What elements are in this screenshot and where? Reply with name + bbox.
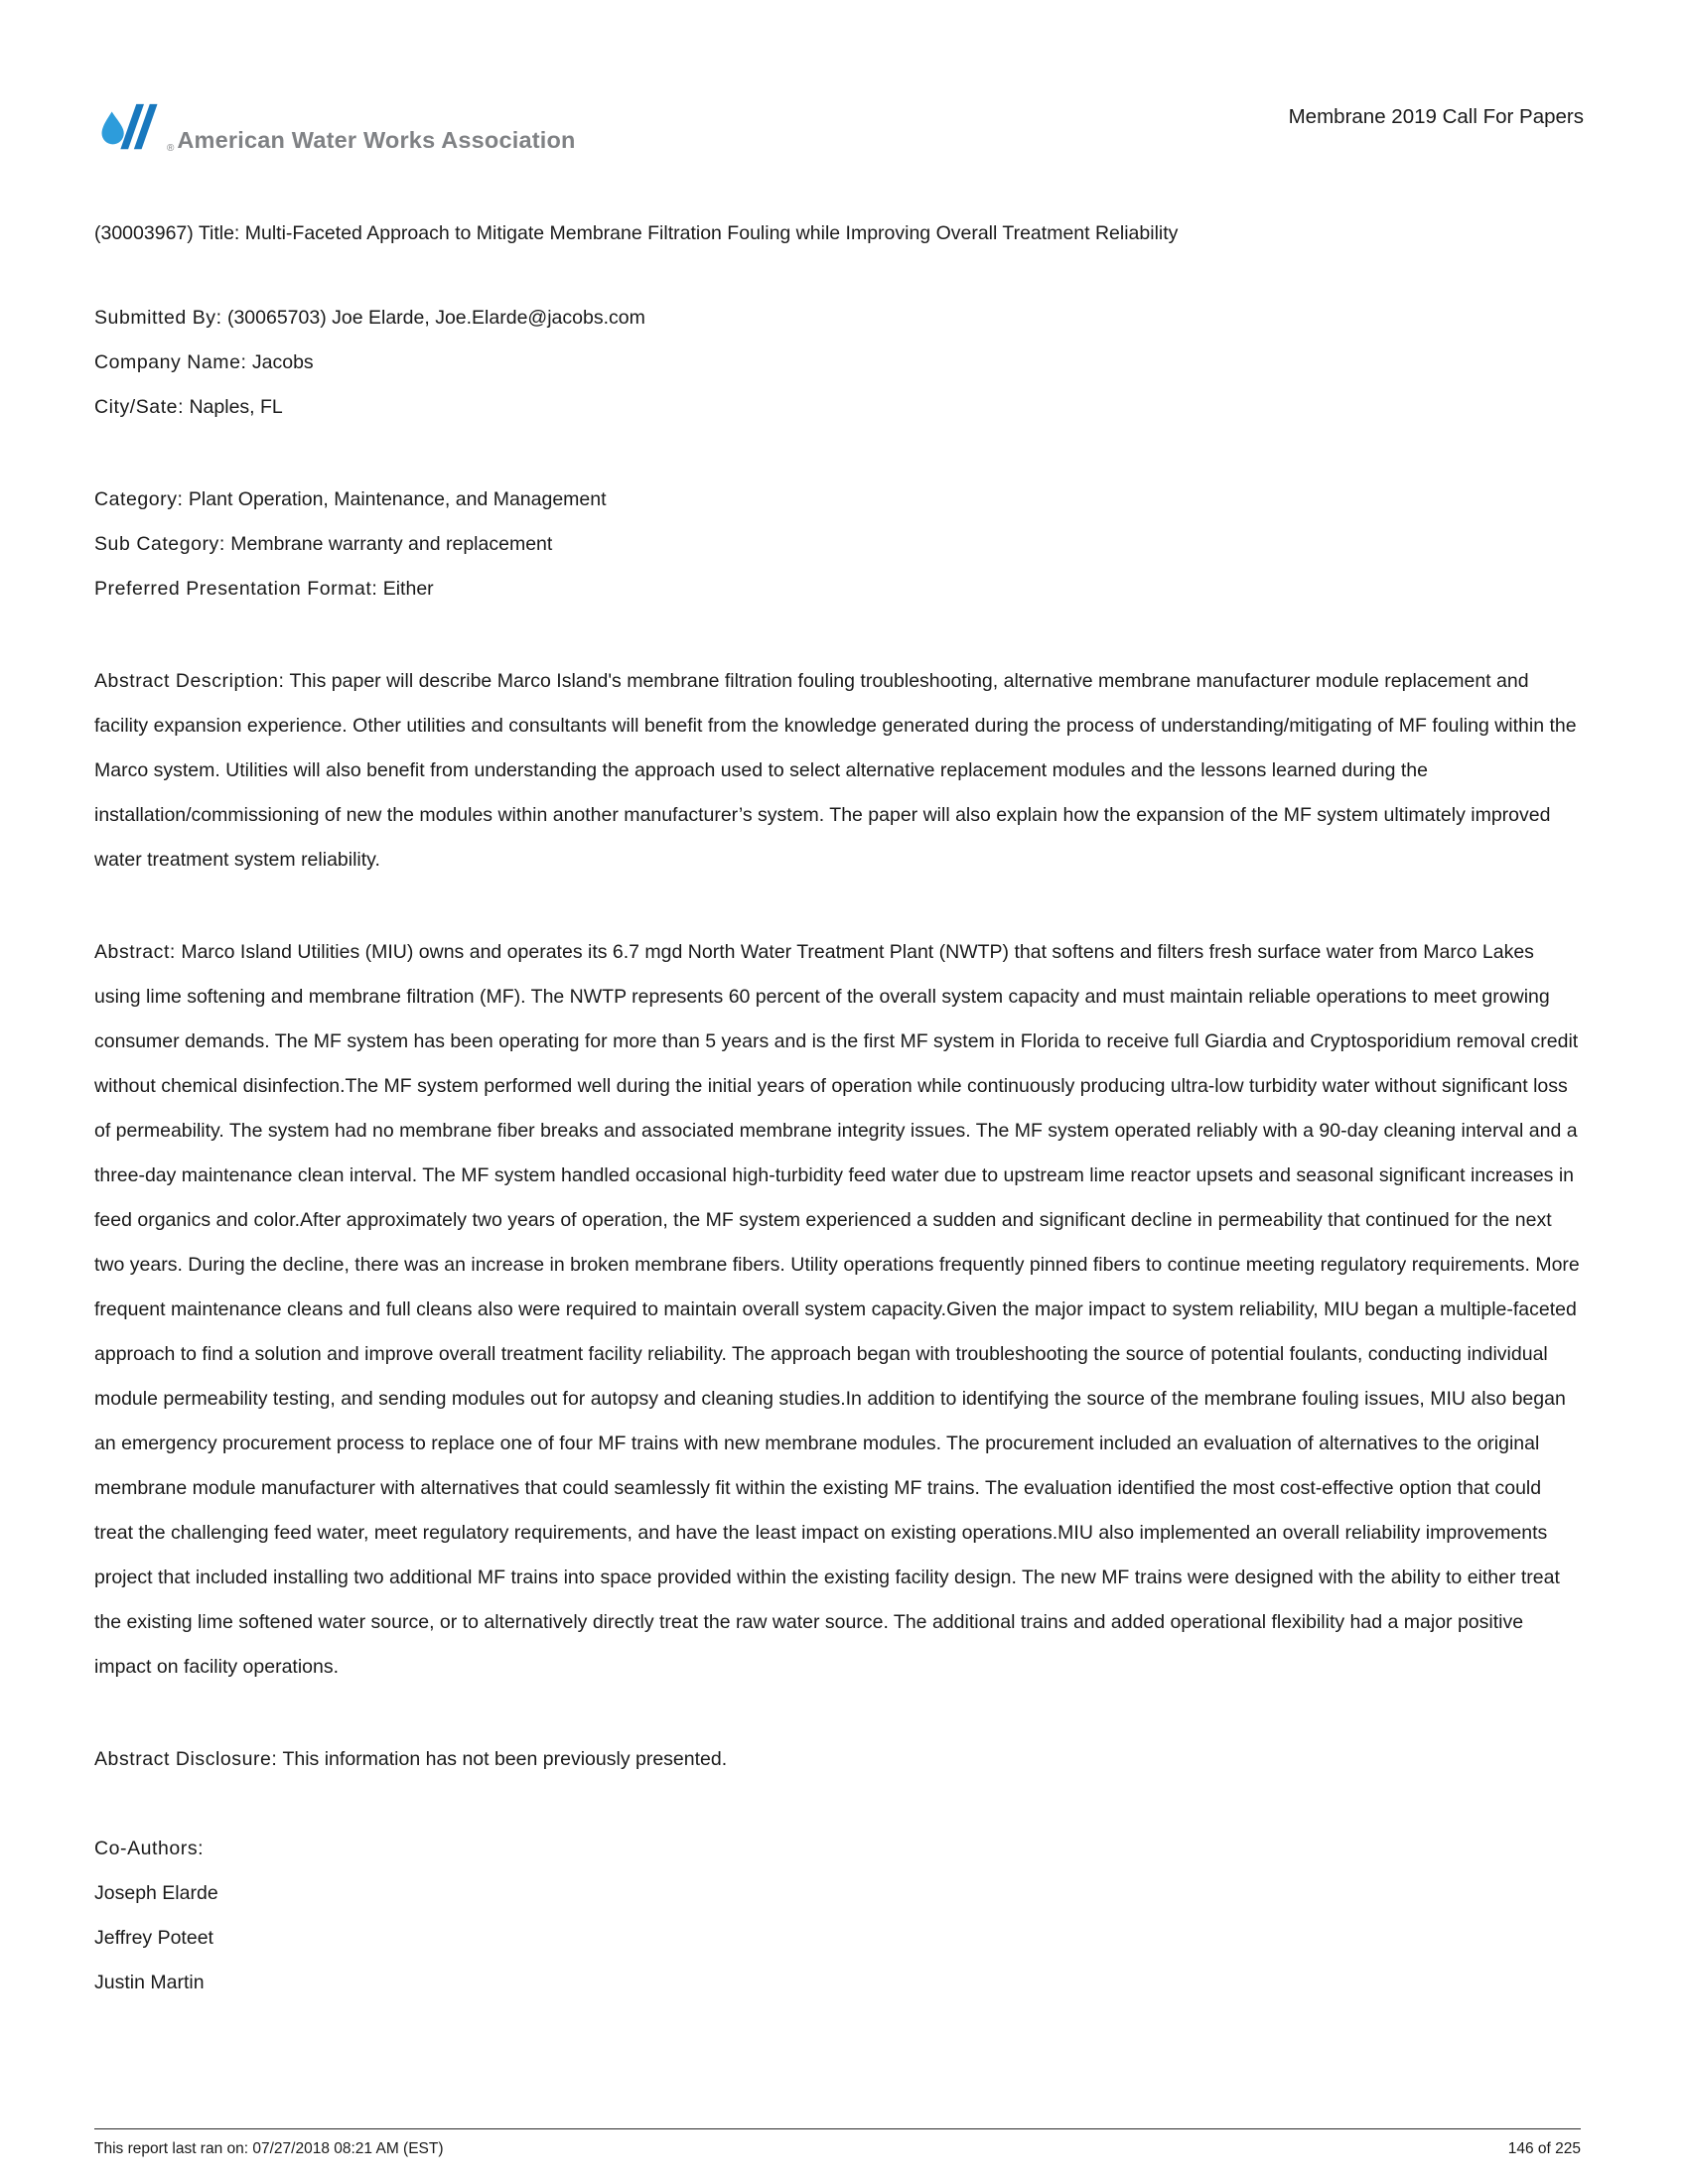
- submitted-by-line: [94, 296, 1584, 341]
- co-authors-label: Co-Authors:: [94, 1838, 205, 1859]
- water-drop-logo-icon: [94, 99, 166, 155]
- paper-title-line: (30003967) Title: Multi-Faceted Approach to Mitigate Membrane Filtration Fouling while Improving Overall Treatment Reliability: [94, 222, 1179, 244]
- page-content: [94, 0, 1584, 2005]
- registered-trademark-symbol: ®: [167, 143, 175, 154]
- submission-info-block: [94, 296, 1584, 430]
- city-state-value: Naples, FL: [189, 396, 283, 418]
- city-state-line: [94, 385, 1584, 430]
- preferred-format-line: [94, 567, 1584, 612]
- awwa-logo: [94, 99, 576, 155]
- co-author-name: Jeffrey Poteet: [94, 1927, 213, 1949]
- submitted-by-value: (30065703) Joe Elarde, Joe.Elarde@jacobs.com: [226, 307, 645, 329]
- preferred-format-label: Preferred Presentation Format:: [94, 578, 378, 600]
- category-info-block: [94, 478, 1584, 612]
- company-name-label: Company Name:: [94, 351, 247, 373]
- co-author-name: Joseph Elarde: [94, 1882, 218, 1904]
- preferred-format-value: Either: [382, 578, 434, 600]
- company-name-value: Jacobs: [251, 351, 314, 373]
- sub-category-value: Membrane warranty and replacement: [230, 533, 553, 555]
- page-header: [94, 0, 1584, 155]
- submitted-by-label: Submitted By:: [94, 307, 222, 329]
- category-line: [94, 478, 1584, 522]
- report-title: Membrane 2019 Call For Papers: [1288, 105, 1584, 128]
- abstract-description-label: Abstract Description:: [94, 670, 285, 692]
- logo-org-name: American Water Works Association: [177, 126, 576, 153]
- abstract-description-paragraph: [94, 659, 1584, 883]
- abstract-disclosure-line: [94, 1737, 1584, 1782]
- abstract-text: Marco Island Utilities (MIU) owns and operates its 6.7 mgd North Water Treatment Plant (NWTP) that softens and filters fresh surface water from Marco Lakes using lime softening and membrane filtration (MF). The NWTP represents 60 percent of the overall system capacity and must maintain reliable operations to meet growing consumer demands. The MF system has been operating for more than 5 years and is the first MF system in Florida to receive full Giardia and Cryptosporidium removal credit without chemical disinfection.The MF system performed well during the initial years of operation while continuously producing ultra-low turbidity water without significant loss of permeability. The system had no membrane fiber breaks and associated membrane integrity issues. The MF system operated reliably with a 90-day cleaning interval and a three-day maintenance clean interval. The MF system handled occasional high-turbidity feed water due to upstream lime reactor upsets and seasonal significant increases in feed organics and color.After approximately two years of operation, the MF system experienced a sudden and significant decline in permeability that continued for the next two years. During the decline, there was an increase in broken membrane fibers. Utility operations frequently pinned fibers to continue meeting regulatory requirements. More frequent maintenance cleans and full cleans also were required to maintain overall system capacity.Given the major impact to system reliability, MIU began a multiple-faceted approach to find a solution and improve overall treatment facility reliability. The approach began with troubleshooting the source of potential foulants, conducting individual module permeability testing, and sending modules out for autopsy and cleaning studies.In addition to identifying the source of the membrane fouling issues, MIU also began an emergency procurement process to replace one of four MF trains with new membrane modules. The procurement included an evaluation of alternatives to the original membrane module manufacturer with alternatives that could seamlessly fit within the existing MF trains. The evaluation identified the most cost-effective option that could treat the challenging feed water, meet regulatory requirements, and have the least impact on existing operations.MIU also implemented an overall reliability improvements project that included installing two additional MF trains into space provided within the existing facility design. The new MF trains were designed with the ability to either treat the existing lime softened water source, or to alternatively directly treat the raw water source. The additional trains and added operational flexibility had a major positive impact on facility operations.: [94, 941, 1580, 1678]
- logo-drop: [102, 112, 124, 145]
- co-authors-block: [94, 1827, 1584, 2005]
- category-value: Plant Operation, Maintenance, and Management: [188, 488, 607, 510]
- sub-category-label: Sub Category:: [94, 533, 225, 555]
- abstract-description-text: This paper will describe Marco Island's membrane filtration fouling troubleshooting, alternative membrane manufacturer module replacement and facility expansion experience. Other utilities and consultants will benefit from the knowledge generated during the process of understanding/mitigating of MF fouling within the Marco system. Utilities will also benefit from understanding the approach used to select alternative replacement modules and the lessons learned during the installation/commissioning of new the modules within another manufacturer’s system. The paper will also explain how the expansion of the MF system ultimately improved water treatment system reliability.: [94, 670, 1577, 871]
- page-footer: [94, 2128, 1581, 2158]
- company-name-line: [94, 341, 1584, 385]
- category-label: Category:: [94, 488, 184, 510]
- abstract-paragraph: [94, 930, 1584, 1690]
- abstract-disclosure-text: This information has not been previously presented.: [282, 1748, 728, 1770]
- page-number: 146 of 225: [1507, 2140, 1581, 2157]
- co-author-name: Justin Martin: [94, 1972, 205, 1993]
- sub-category-line: [94, 522, 1584, 567]
- city-state-label: City/Sate:: [94, 396, 185, 418]
- report-last-ran-text: This report last ran on: 07/27/2018 08:21 AM (EST): [94, 2140, 444, 2157]
- abstract-disclosure-label: Abstract Disclosure:: [94, 1748, 278, 1770]
- abstract-label: Abstract:: [94, 941, 176, 963]
